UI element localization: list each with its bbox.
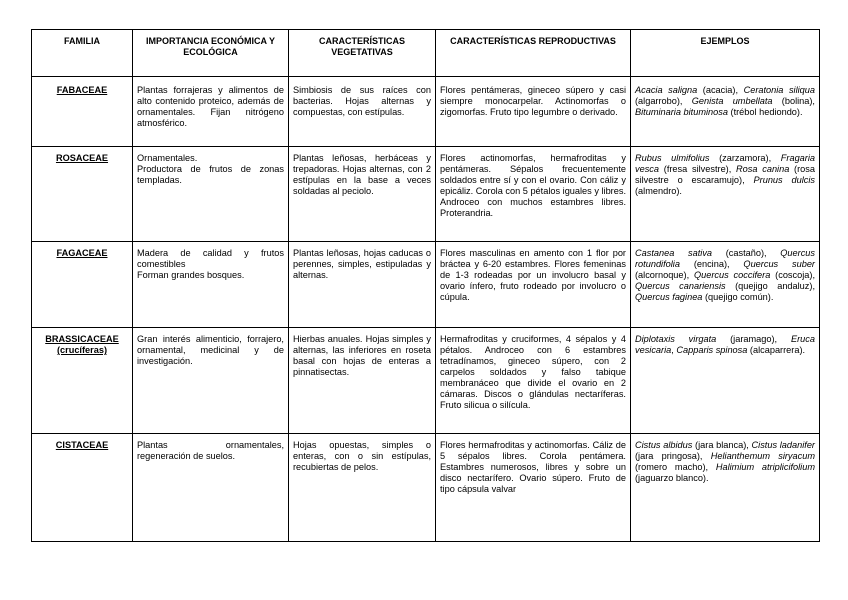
family-name-main: BRASSICACEAE	[45, 334, 119, 344]
species-name: Cistus albidus	[635, 440, 693, 450]
importance-line: Forman grandes bosques.	[137, 270, 245, 280]
header-row	[32, 30, 820, 77]
vegetative-cell: Simbiosis de sus raíces con bacterias. Hojas alternas y compuestas, con estípulas.	[289, 77, 436, 147]
common-name: (jara pringosa),	[635, 451, 711, 461]
importance-line: Madera de calidad y frutos comestibles	[137, 248, 284, 269]
family-name	[32, 328, 133, 434]
common-name: (rosa silvestre o escaramujo),	[635, 164, 815, 185]
common-name: (zarzamora),	[709, 153, 781, 163]
common-name: (almendro).	[635, 186, 682, 196]
importance-line: Productora de frutos de zonas templadas.	[137, 164, 284, 185]
family-name: FABACEAE	[32, 77, 133, 147]
examples-cell	[631, 434, 820, 542]
common-name: (coscoja),	[770, 270, 815, 280]
importance-line: Ornamentales.	[137, 153, 198, 163]
species-name: Quercus suber	[743, 259, 815, 269]
table-row	[32, 434, 820, 542]
common-name: (quejigo andaluz),	[725, 281, 816, 291]
reproductive-cell: Flores pentámeras, gineceo súpero y casi siempre monocarpelar. Actinomorfas o zigomorfas. Fruto tipo legumbre o derivado.	[436, 77, 631, 147]
common-name: ,	[671, 345, 677, 355]
header-reproductivas: CARACTERÍSTICAS REPRODUCTIVAS	[436, 30, 631, 77]
importance-cell	[133, 242, 289, 328]
family-name-sub: (crucíferas)	[56, 345, 108, 355]
species-name: Quercus canariensis	[635, 281, 726, 291]
examples-cell	[631, 242, 820, 328]
common-name: (fresa silvestre),	[659, 164, 737, 174]
common-name: (acacia),	[697, 85, 744, 95]
common-name: (jara blanca),	[692, 440, 752, 450]
species-name: Eruca vesicaria	[635, 334, 815, 355]
family-name: CISTACEAE	[32, 434, 133, 542]
importance-cell	[133, 147, 289, 242]
header-vegetativas: CARACTERÍSTICAS VEGETATIVAS	[289, 30, 436, 77]
common-name: (alcaparrera).	[747, 345, 806, 355]
reproductive-cell: Flores masculinas en amento con 1 flor por bráctea y 6-20 estambres. Flores femeninas de 1-3 rodeadas por un involucro basal y ovario ínfero, fruto rodeado por involucro o cúpula.	[436, 242, 631, 328]
species-name: Helianthemum siryacum	[710, 451, 815, 461]
header-familia: FAMILIA	[32, 30, 133, 77]
examples-cell	[631, 328, 820, 434]
species-name: Rosa canina	[736, 164, 790, 174]
species-name: Bituminaria bituminosa	[635, 107, 728, 117]
species-name: Halimium atriplicifolium	[715, 462, 815, 472]
common-name: (jaguarzo blanco).	[635, 473, 709, 483]
table-row	[32, 77, 820, 147]
species-name: Rubus ulmifolius	[635, 153, 710, 163]
importance-cell: Gran interés alimenticio, forrajero, ornamental, medicinal y de investigación.	[133, 328, 289, 434]
vegetative-cell: Hierbas anuales. Hojas simples y alternas, las inferiores en roseta basal con hojas de enteras a pinnatisectas.	[289, 328, 436, 434]
species-name: Quercus rotundifolia	[635, 248, 815, 269]
vegetative-cell: Plantas leñosas, herbáceas y trepadoras. Hojas alternas, con 2 estípulas en la base a veces soldadas al peciolo.	[289, 147, 436, 242]
common-name: (romero macho),	[635, 462, 716, 472]
table-row	[32, 147, 820, 242]
species-name: Diplotaxis virgata	[635, 334, 717, 344]
examples-cell	[631, 147, 820, 242]
species-name: Prunus dulcis	[753, 175, 815, 185]
importance-cell: Plantas ornamentales, regeneración de suelos.	[133, 434, 289, 542]
family-name: ROSACEAE	[32, 147, 133, 242]
reproductive-cell: Flores hermafroditas y actinomorfas. Cáliz de 5 sépalos libres. Corola pentámera. Estambres numerosos, libres y sobre un disco nectarífero. Ovario súpero. Fruto de tipo cápsula valvar	[436, 434, 631, 542]
species-name: Acacia saligna	[635, 85, 698, 95]
table-row	[32, 328, 820, 434]
common-name: (jaramago),	[716, 334, 791, 344]
vegetative-cell: Hojas opuestas, simples o enteras, con o sin estípulas, recubiertas de pelos.	[289, 434, 436, 542]
species-name: Castanea sativa	[635, 248, 713, 258]
common-name: (algarrobo),	[635, 96, 692, 106]
header-ejemplos: EJEMPLOS	[631, 30, 820, 77]
vegetative-cell: Plantas leñosas, hojas caducas o perennes, simples, estipuladas y alternas.	[289, 242, 436, 328]
common-name: (alcornoque),	[635, 270, 694, 280]
common-name: (bolina),	[772, 96, 815, 106]
common-name: (quejigo común).	[702, 292, 774, 302]
examples-cell	[631, 77, 820, 147]
species-name: Quercus faginea	[635, 292, 703, 302]
species-name: Cistus ladanifer	[751, 440, 815, 450]
common-name: (encina),	[679, 259, 744, 269]
species-name: Quercus coccifera	[693, 270, 771, 280]
common-name: (trébol hediondo).	[727, 107, 803, 117]
header-importancia: IMPORTANCIA ECONÓMICA Y ECOLÓGICA	[133, 30, 289, 77]
species-name: Ceratonia siliqua	[743, 85, 816, 95]
importance-cell: Plantas forrajeras y alimentos de alto contenido proteico, además de ornamentales. Fijan nitrógeno atmosférico.	[133, 77, 289, 147]
common-name: (castaño),	[712, 248, 781, 258]
species-name: Fragaria vesca	[635, 153, 815, 174]
species-name: Capparis spinosa	[676, 345, 748, 355]
family-name: FAGACEAE	[32, 242, 133, 328]
families-table	[31, 29, 820, 542]
table-row	[32, 242, 820, 328]
reproductive-cell: Flores actinomorfas, hermafroditas y pentámeras. Sépalos frecuentemente soldados entre sí y con el ovario. Con cáliz y epicáliz. Corola con 5 pétalos iguales y libres. Androceo con muchos estambres libres. Proterandria.	[436, 147, 631, 242]
reproductive-cell: Hermafroditas y cruciformes, 4 sépalos y 4 pétalos. Androceo con 6 estambres tetradínamos, gineceo súpero, con 2 carpelos soldados y falso tabique membranáceo que divide el ovario en 2 cámaras. Discos o glándulas nectaríferas. Fruto silicua o silícula.	[436, 328, 631, 434]
species-name: Genista umbellata	[691, 96, 773, 106]
